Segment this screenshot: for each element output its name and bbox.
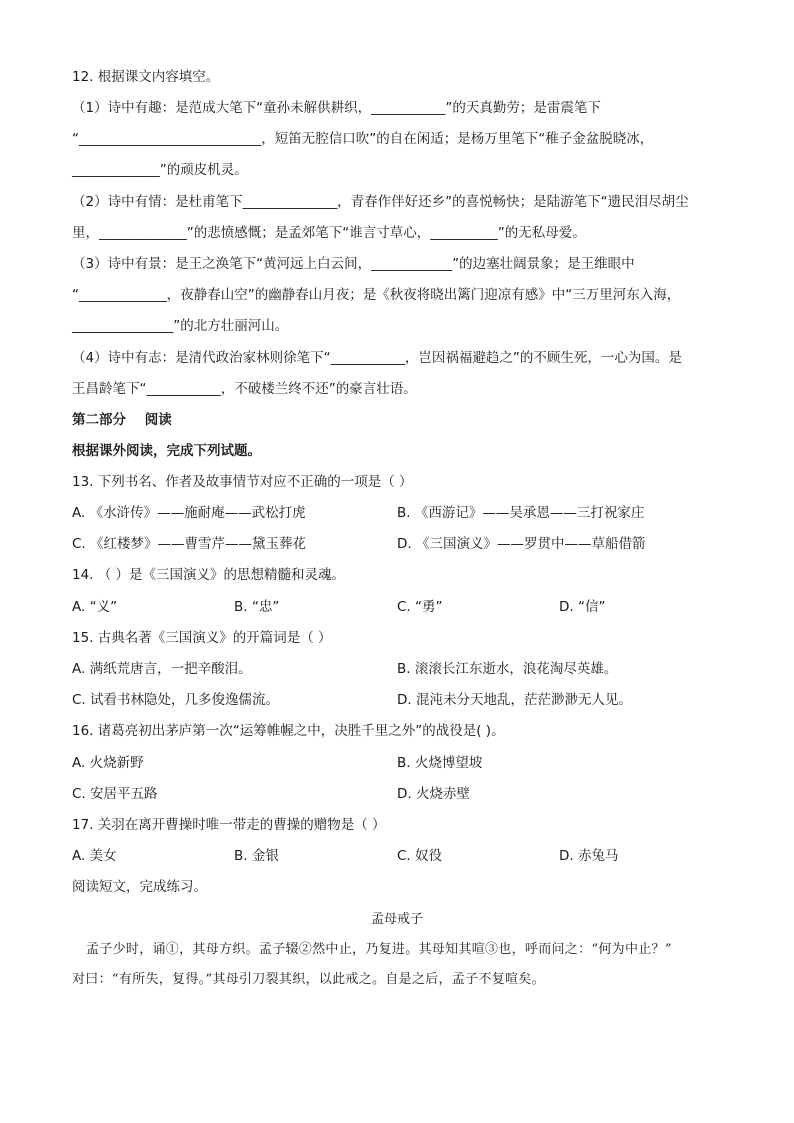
q17-stem: 17. 关羽在离开曹操时唯一带走的曹操的赠物是（ ） [72,817,386,833]
q14-option-b: B. “忠” [234,599,280,615]
part2-title: 第二部分 阅读 [72,412,172,428]
q12-part3-line3: _______________”的北方壮丽河山。 [72,318,289,334]
q13-option-d: D. 《三国演义》——罗贯中——草船借箭 [397,536,646,552]
passage-line-1: 孟子少时，诵①，其母方织。孟子辍②然中止，乃复进。其母知其喧③也，呼而问之：“何为中止？” [86,942,672,957]
passage-line-2: 对曰：“有所失，复得。”其母引刀裂其织，以此戒之。自是之后，孟子不复喧矣。 [72,972,545,987]
q16-option-d: D. 火烧赤壁 [397,786,470,802]
q12-part4-line2: 王昌龄笔下“___________，不破楼兰终不还”的豪言壮语。 [72,381,417,397]
q12-part3-line2: “_____________，夜静春山空”的幽静春山月夜；是《秋夜将晓出篱门迎凉有感》中“三万里河东入海， [72,287,681,303]
q12-part2-line1: （2）诗中有情：是杜甫笔下______________，青春作伴好还乡”的喜悦畅快；是陆游笔下“遗民泪尽胡尘 [72,194,689,210]
q14-option-c: C. “勇” [397,599,443,615]
q12-part2-line2: 里，_____________”的悲愤感慨；是孟郊笔下“谁言寸草心，__________”的无私母爱。 [72,225,586,241]
q12-part4-line1: （4）诗中有志：是清代政治家林则徐笔下“___________，岂因祸福避趋之”的不顾生死，一心为国。是 [72,350,682,366]
q17-option-d: D. 赤兔马 [559,848,619,864]
q16-stem: 16. 诸葛亮初出茅庐第一次“运筹帷幄之中，决胜千里之外”的战役是( )。 [72,723,505,739]
q12-part1-line3: _____________”的顽皮机灵。 [72,162,248,178]
q12-part1-line2: “___________________________，短笛无腔信口吹”的自在闲适；是杨万里笔下“稚子金盆脱晓冰， [72,131,654,147]
q12-part3-line1: （3）诗中有景：是王之涣笔下“黄河远上白云间，____________”的边塞壮阔景象；是王维眼中 [72,256,635,272]
q17-option-a: A. 美女 [72,848,117,864]
q16-option-a: A. 火烧新野 [72,755,144,771]
q12-stem: 12. 根据课文内容填空。 [72,69,220,85]
q13-stem: 13. 下列书名、作者及故事情节对应不正确的一项是（ ） [72,474,413,490]
q17-option-c: C. 奴役 [397,848,443,864]
q17-option-b: B. 金银 [234,848,279,864]
q15-option-c: C. 试看书林隐处，几多俊逸儒流。 [72,692,280,708]
q13-option-b: B. 《西游记》——吴承恩——三打祝家庄 [397,505,645,521]
q12-part1-line1: （1）诗中有趣：是范成大笔下“童孙未解供耕织，___________”的天真勤劳；是雷震笔下 [72,100,601,116]
part2-instruction: 根据课外阅读，完成下列试题。 [72,443,261,459]
q16-option-c: C. 安居平五路 [72,786,158,802]
q13-option-c: C. 《红楼梦》——曹雪芹——黛玉葬花 [72,536,307,552]
q14-option-a: A. “义” [72,599,118,615]
q14-option-d: D. “信” [559,599,606,615]
q15-option-d: D. 混沌未分天地乱，茫茫渺渺无人见。 [397,692,632,708]
passage-title: 孟母戒子 [370,912,423,927]
reading-instruction: 阅读短文，完成练习。 [72,879,207,895]
q15-option-a: A. 满纸荒唐言，一把辛酸泪。 [72,661,252,677]
q16-option-b: B. 火烧博望坡 [397,755,483,771]
q15-stem: 15. 古典名著《三国演义》的开篇词是（ ） [72,630,332,646]
q15-option-b: B. 滚滚长江东逝水，浪花淘尽英雄。 [397,661,618,677]
q14-stem: 14. （ ）是《三国演义》的思想精髓和灵魂。 [72,567,346,583]
q13-option-a: A. 《水浒传》——施耐庵——武松打虎 [72,505,306,521]
